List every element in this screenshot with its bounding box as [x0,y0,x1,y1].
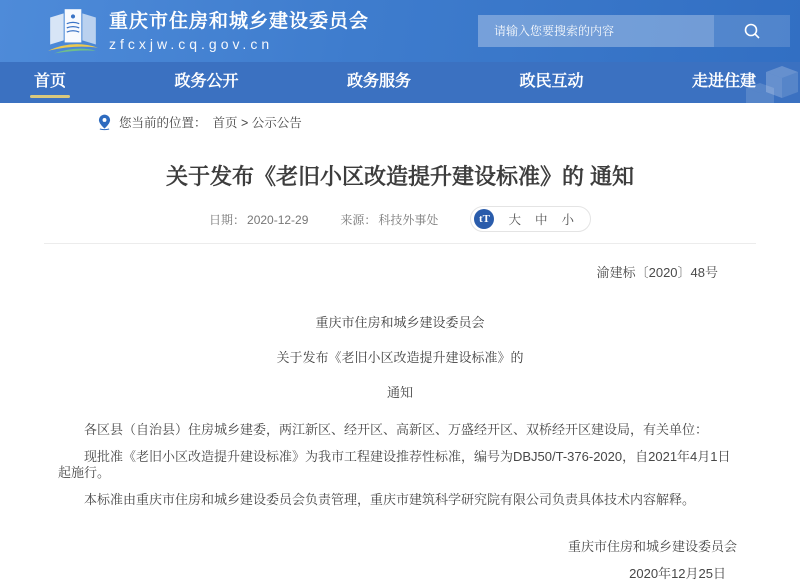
search-icon [742,21,762,41]
divider [44,243,756,244]
nav-item-home[interactable]: 首页 [20,62,80,103]
site-url: zfcxjw.cq.gov.cn [109,35,274,52]
site-header [0,0,800,62]
article-heading: 通知 [386,385,413,400]
nav-item-gov-services[interactable]: 政务服务 [346,73,411,90]
nav-item-public-interaction[interactable]: 政民互动 [519,73,584,90]
site-title: 重庆市住房和城乡建设委员会 [109,10,370,32]
signature-block [0,539,800,582]
breadcrumb-label: 您当前的位置： [119,116,207,130]
signature-date: 2020年12月25日 [629,566,726,581]
signature-org: 重庆市住房和城乡建设委员会 [567,539,737,554]
nav-item-gov-disclosure[interactable]: 政务公开 [174,73,239,90]
search-input[interactable] [478,15,714,47]
article-source: 来源： 科技外事处 [340,212,439,227]
logo-icon [46,7,100,55]
site-logo[interactable] [46,7,100,55]
article-heading: 重庆市住房和城乡建设委员会 [315,315,485,330]
article [0,163,800,582]
breadcrumb-path[interactable]: 首页 > 公示公告 [212,116,302,130]
doc-number: 渝建标〔2020〕48号 [596,265,718,280]
article-paragraph: 各区县（自治县）住房城乡建委，两江新区、经开区、高新区、万盛经开区、双桥经开区建设局，有关单位： [84,422,709,437]
search-bar [478,15,790,47]
main-nav [0,62,800,103]
search-button[interactable] [714,15,790,47]
nav-item-about[interactable]: 走进住建 [691,73,756,90]
article-paragraph: 现批准《老旧小区改造提升建设标准》为我市工程建设推荐性标准，编号为DBJ50/T-376-2020，自2021年4月1日起施行。 [58,449,731,480]
location-pin-icon [98,114,111,130]
article-headings [0,315,800,400]
font-size-widget [470,206,591,232]
article-date: 日期： 2020-12-29 [209,212,309,227]
article-heading: 关于发布《老旧小区改造提升建设标准》的 [276,350,524,365]
font-size-small[interactable]: 小 [561,213,574,227]
article-body [0,422,800,508]
breadcrumb [0,103,800,141]
font-size-large[interactable]: 大 [508,213,521,227]
font-size-medium[interactable]: 中 [534,213,548,227]
page-title: 关于发布《老旧小区改造提升建设标准》的 通知 [165,164,635,189]
article-meta [0,206,800,232]
font-size-icon: tT [474,209,494,229]
article-paragraph: 本标准由重庆市住房和城乡建设委员会负责管理，重庆市建筑科学研究院有限公司负责具体技术内容解释。 [84,492,696,507]
